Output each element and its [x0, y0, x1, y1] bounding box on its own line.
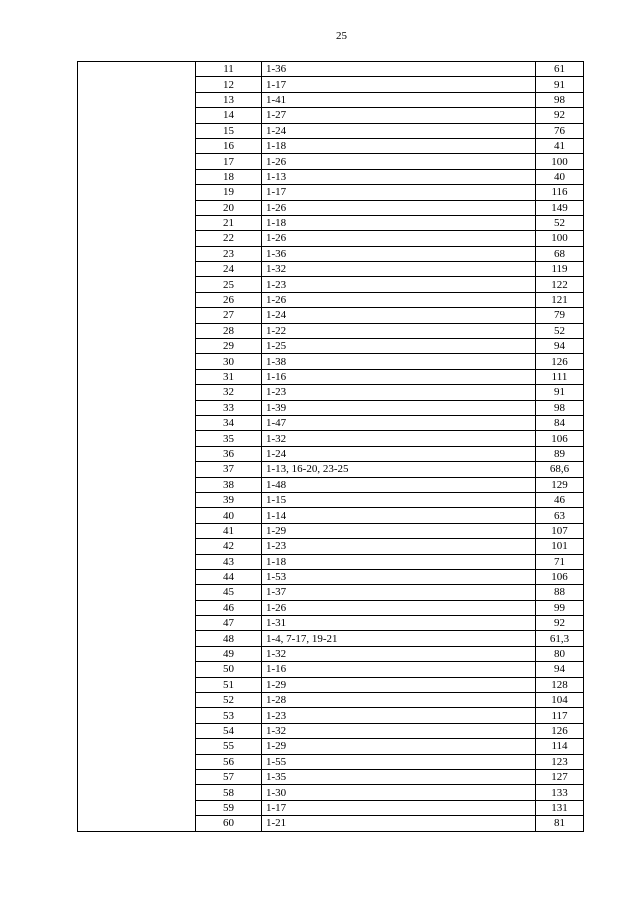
row-number-cell: 43 [196, 554, 262, 569]
value-cell: 149 [536, 200, 584, 215]
value-cell: 114 [536, 739, 584, 754]
range-cell: 1-53 [262, 569, 536, 584]
row-number-cell: 59 [196, 800, 262, 815]
range-cell: 1-32 [262, 723, 536, 738]
row-number-cell: 58 [196, 785, 262, 800]
row-number-cell: 45 [196, 585, 262, 600]
value-cell: 119 [536, 262, 584, 277]
value-cell: 63 [536, 508, 584, 523]
row-number-cell: 24 [196, 262, 262, 277]
value-cell: 61,3 [536, 631, 584, 646]
range-cell: 1-39 [262, 400, 536, 415]
range-cell: 1-47 [262, 415, 536, 430]
range-cell: 1-28 [262, 693, 536, 708]
row-number-cell: 52 [196, 693, 262, 708]
row-number-cell: 17 [196, 154, 262, 169]
row-number-cell: 53 [196, 708, 262, 723]
value-cell: 52 [536, 323, 584, 338]
row-number-cell: 20 [196, 200, 262, 215]
value-cell: 104 [536, 693, 584, 708]
value-cell: 99 [536, 600, 584, 615]
range-cell: 1-35 [262, 769, 536, 784]
row-number-cell: 51 [196, 677, 262, 692]
row-number-cell: 30 [196, 354, 262, 369]
value-cell: 89 [536, 446, 584, 461]
value-cell: 107 [536, 523, 584, 538]
row-number-cell: 13 [196, 92, 262, 107]
range-cell: 1-16 [262, 662, 536, 677]
row-number-cell: 54 [196, 723, 262, 738]
value-cell: 46 [536, 492, 584, 507]
value-cell: 61 [536, 62, 584, 77]
range-cell: 1-18 [262, 215, 536, 230]
value-cell: 111 [536, 369, 584, 384]
range-cell: 1-31 [262, 616, 536, 631]
row-number-cell: 44 [196, 569, 262, 584]
value-cell: 131 [536, 800, 584, 815]
row-number-cell: 14 [196, 108, 262, 123]
range-cell: 1-29 [262, 739, 536, 754]
value-cell: 91 [536, 385, 584, 400]
range-cell: 1-25 [262, 339, 536, 354]
range-cell: 1-32 [262, 262, 536, 277]
range-cell: 1-17 [262, 77, 536, 92]
range-cell: 1-30 [262, 785, 536, 800]
range-cell: 1-26 [262, 600, 536, 615]
value-cell: 84 [536, 415, 584, 430]
row-number-cell: 35 [196, 431, 262, 446]
range-cell: 1-15 [262, 492, 536, 507]
value-cell: 98 [536, 92, 584, 107]
value-cell: 91 [536, 77, 584, 92]
page-number: 25 [336, 30, 347, 42]
row-number-cell: 28 [196, 323, 262, 338]
range-cell: 1-13, 16-20, 23-25 [262, 462, 536, 477]
row-number-cell: 57 [196, 769, 262, 784]
range-cell: 1-17 [262, 185, 536, 200]
row-number-cell: 12 [196, 77, 262, 92]
range-cell: 1-23 [262, 708, 536, 723]
range-cell: 1-22 [262, 323, 536, 338]
range-cell: 1-23 [262, 277, 536, 292]
row-number-cell: 33 [196, 400, 262, 415]
value-cell: 123 [536, 754, 584, 769]
row-number-cell: 29 [196, 339, 262, 354]
value-cell: 79 [536, 308, 584, 323]
value-cell: 116 [536, 185, 584, 200]
range-cell: 1-32 [262, 646, 536, 661]
range-cell: 1-36 [262, 246, 536, 261]
value-cell: 129 [536, 477, 584, 492]
row-number-cell: 47 [196, 616, 262, 631]
value-cell: 92 [536, 616, 584, 631]
range-cell: 1-13 [262, 169, 536, 184]
value-cell: 80 [536, 646, 584, 661]
range-cell: 1-18 [262, 138, 536, 153]
row-number-cell: 27 [196, 308, 262, 323]
row-number-cell: 21 [196, 215, 262, 230]
row-number-cell: 49 [196, 646, 262, 661]
value-cell: 88 [536, 585, 584, 600]
range-cell: 1-37 [262, 585, 536, 600]
range-cell: 1-26 [262, 154, 536, 169]
range-cell: 1-21 [262, 816, 536, 831]
row-number-cell: 26 [196, 292, 262, 307]
range-cell: 1-29 [262, 677, 536, 692]
value-cell: 94 [536, 339, 584, 354]
value-cell: 92 [536, 108, 584, 123]
blank-merged-cell [78, 62, 196, 832]
row-number-cell: 18 [196, 169, 262, 184]
value-cell: 100 [536, 154, 584, 169]
value-cell: 94 [536, 662, 584, 677]
value-cell: 100 [536, 231, 584, 246]
range-cell: 1-41 [262, 92, 536, 107]
value-cell: 128 [536, 677, 584, 692]
value-cell: 122 [536, 277, 584, 292]
row-number-cell: 15 [196, 123, 262, 138]
row-number-cell: 37 [196, 462, 262, 477]
value-cell: 117 [536, 708, 584, 723]
range-cell: 1-38 [262, 354, 536, 369]
range-cell: 1-24 [262, 446, 536, 461]
row-number-cell: 42 [196, 539, 262, 554]
range-cell: 1-55 [262, 754, 536, 769]
value-cell: 52 [536, 215, 584, 230]
range-cell: 1-26 [262, 200, 536, 215]
value-cell: 68 [536, 246, 584, 261]
value-cell: 106 [536, 431, 584, 446]
row-number-cell: 40 [196, 508, 262, 523]
range-cell: 1-29 [262, 523, 536, 538]
value-cell: 133 [536, 785, 584, 800]
value-cell: 81 [536, 816, 584, 831]
value-cell: 127 [536, 769, 584, 784]
range-cell: 1-32 [262, 431, 536, 446]
range-cell: 1-18 [262, 554, 536, 569]
range-cell: 1-23 [262, 539, 536, 554]
value-cell: 68,6 [536, 462, 584, 477]
value-cell: 76 [536, 123, 584, 138]
row-number-cell: 39 [196, 492, 262, 507]
row-number-cell: 11 [196, 62, 262, 77]
table-body [78, 62, 584, 832]
value-cell: 121 [536, 292, 584, 307]
value-cell: 40 [536, 169, 584, 184]
value-cell: 126 [536, 723, 584, 738]
row-number-cell: 50 [196, 662, 262, 677]
data-table [77, 61, 584, 832]
row-number-cell: 41 [196, 523, 262, 538]
range-cell: 1-48 [262, 477, 536, 492]
range-cell: 1-27 [262, 108, 536, 123]
range-cell: 1-16 [262, 369, 536, 384]
range-cell: 1-26 [262, 292, 536, 307]
row-number-cell: 56 [196, 754, 262, 769]
row-number-cell: 36 [196, 446, 262, 461]
row-number-cell: 48 [196, 631, 262, 646]
value-cell: 98 [536, 400, 584, 415]
row-number-cell: 19 [196, 185, 262, 200]
row-number-cell: 55 [196, 739, 262, 754]
row-number-cell: 16 [196, 138, 262, 153]
row-number-cell: 25 [196, 277, 262, 292]
value-cell: 41 [536, 138, 584, 153]
range-cell: 1-24 [262, 308, 536, 323]
row-number-cell: 23 [196, 246, 262, 261]
range-cell: 1-14 [262, 508, 536, 523]
table-row [78, 62, 584, 77]
value-cell: 126 [536, 354, 584, 369]
row-number-cell: 38 [196, 477, 262, 492]
row-number-cell: 46 [196, 600, 262, 615]
range-cell: 1-23 [262, 385, 536, 400]
row-number-cell: 34 [196, 415, 262, 430]
row-number-cell: 31 [196, 369, 262, 384]
value-cell: 101 [536, 539, 584, 554]
row-number-cell: 60 [196, 816, 262, 831]
value-cell: 71 [536, 554, 584, 569]
range-cell: 1-36 [262, 62, 536, 77]
range-cell: 1-24 [262, 123, 536, 138]
value-cell: 106 [536, 569, 584, 584]
row-number-cell: 22 [196, 231, 262, 246]
range-cell: 1-4, 7-17, 19-21 [262, 631, 536, 646]
range-cell: 1-17 [262, 800, 536, 815]
range-cell: 1-26 [262, 231, 536, 246]
row-number-cell: 32 [196, 385, 262, 400]
